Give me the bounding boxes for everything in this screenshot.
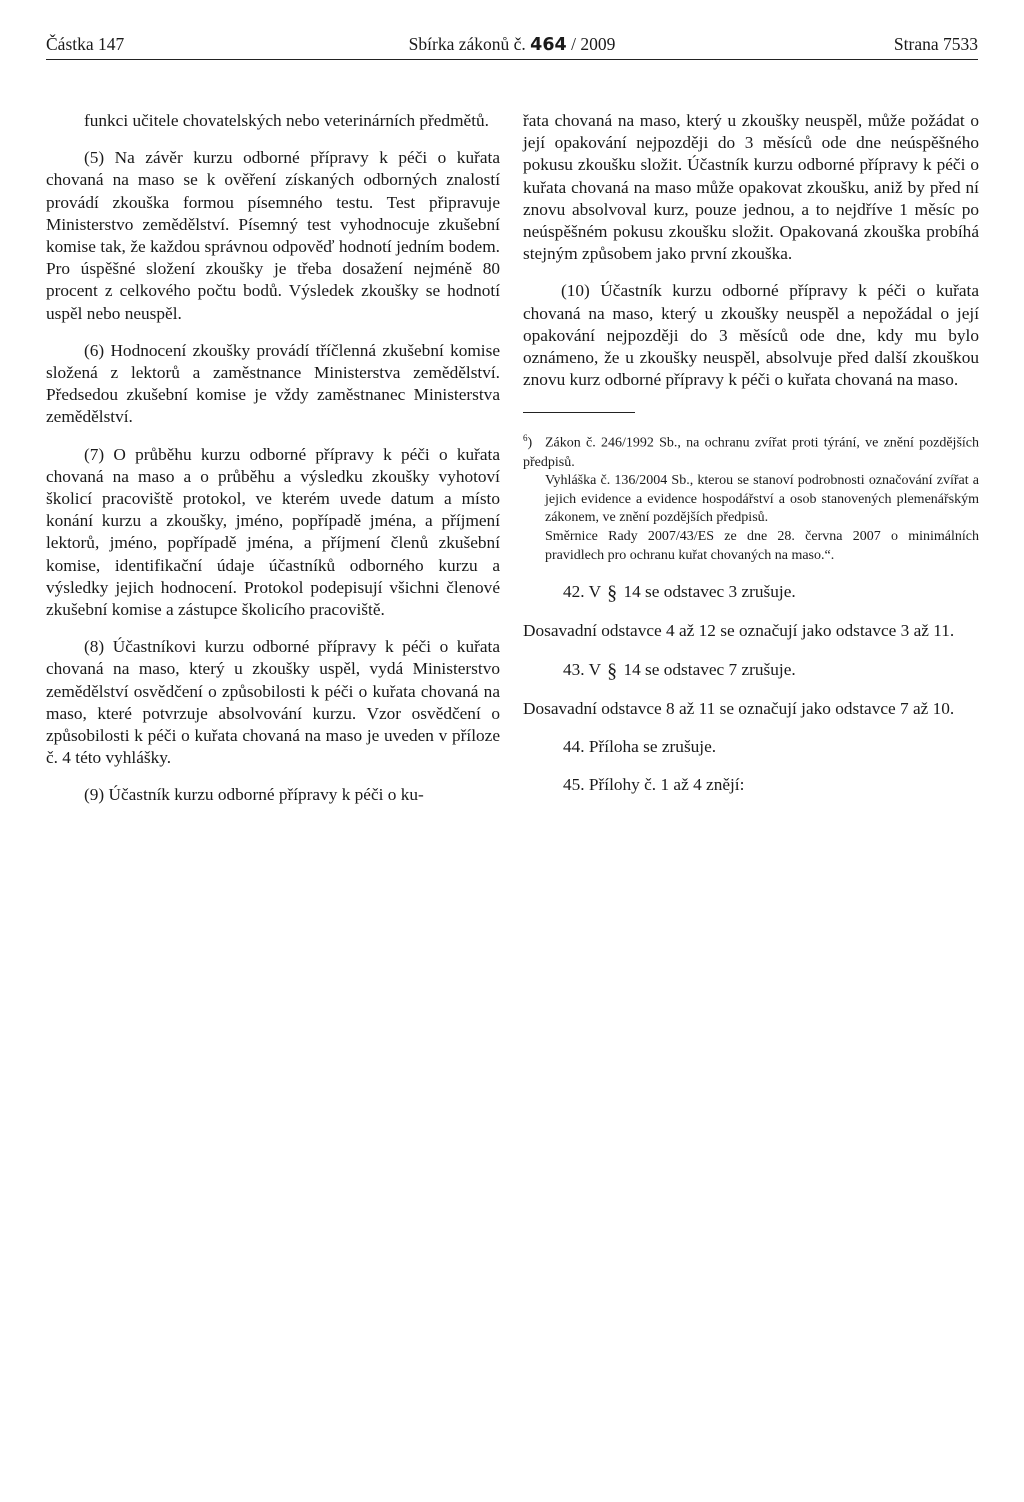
section-sign: § xyxy=(607,582,618,605)
footnote xyxy=(523,429,979,565)
paragraph-6: (6) Hodnocení zkoušky provádí tříčlenná zkušební komise složená z lektorů a zaměstnance Ministerstva zemědělství. Předsedou zkušební komise je vždy zaměstnanec Ministerstva zemědělství. xyxy=(46,340,500,427)
amendment-43-text: Dosavadní odstavce 8 až 11 se označují jako odstavce 7 až 10. xyxy=(523,698,955,718)
footnote-mark: $^6$) xyxy=(523,433,533,452)
page-header xyxy=(46,30,978,60)
paragraph-10: (10) Účastník kurzu odborné přípravy k péči o kuřata chovaná na maso, který u zkoušky neuspěl a nepožádal o její opakování nejpozději do 3 měsíců ode dne, kdy mu bylo oznámeno, že u zkoušky neuspěl, absolvuje před další zkouškou znovu kurz odborné přípravy k péči o kuřata chovaná na maso. xyxy=(523,281,979,390)
paragraph-8: (8) Účastníkovi kurzu odborné přípravy k péči o kuřata chovaná na maso, který u zkoušky uspěl, vydá Ministerstvo zemědělství osvědčení o způsobilosti k péči o kuřata chovaná na maso, které potvrzuje absolvování kurzu. Vzor osvědčení o způsobilosti k péči o kuřata chovaná na maso je uveden v příloze č. 4 této vyhlášky. xyxy=(46,637,500,768)
header-page-number: Strana 7533 xyxy=(893,34,978,54)
header-divider xyxy=(46,59,978,60)
paragraph-9-end: řata chovaná na maso, který u zkoušky neuspěl, může požádat o její opakování nejpozději do 3 měsíců ode dne neúspěšného pokusu zkoušku složit. Účastník kurzu odborné přípravy k péči o kuřata chovaná na maso může opakovat zkoušku, aniž by před ní znovu absolvoval kurz, pouze jednou, a to nejdříve 1 měsíc po neúspěšném pokusu zkoušku složit. Opakovaná zkouška probíhá stejným způsobem jako první zkouška. xyxy=(523,111,979,264)
footnote-line: Vyhláška č. 136/2004 Sb., kterou se stanoví podrobnosti označování zvířat a jejich evidence a evidence hospodářství a osob stanovených plemenářským zákonem, ve znění pozdějších předpisů. xyxy=(545,473,979,526)
footnote-line: Směrnice Rady 2007/43/ES ze dne 28. června 2007 o minimálních pravidlech pro ochranu kuřat chovaných na maso.“. xyxy=(545,529,979,563)
header-title xyxy=(46,34,978,55)
section-sign: § xyxy=(607,659,618,682)
paragraph-continuation: funkci učitele chovatelských nebo veterinárních předmětů. xyxy=(84,111,489,130)
amendment-44: 44. Příloha se zrušuje. xyxy=(563,737,717,757)
footnote-divider xyxy=(523,412,635,413)
amendment-45: 45. Přílohy č. 1 až 4 znějí: xyxy=(563,775,745,795)
paragraph-9-start: (9) Účastník kurzu odborné přípravy k péči o ku- xyxy=(84,785,424,805)
header-part: Částka 147 xyxy=(46,34,125,54)
amendment-list xyxy=(523,581,979,796)
header-title-prefix: Sbírka zákonů č. xyxy=(408,34,526,54)
amendment-42: 42. V § 14 se odstavec 3 zrušuje. xyxy=(563,582,796,605)
left-column xyxy=(46,110,500,807)
amendment-42-text: Dosavadní odstavce 4 až 12 se označují jako odstavce 3 až 11. xyxy=(523,621,955,641)
paragraph-7: (7) O průběhu kurzu odborné přípravy k péči o kuřata chovaná na maso a o průběhu a výsledku zkoušky vyhotoví školicí pracoviště protokol, ve kterém uvede datum a místo konání kurzu a zkoušky, jméno, popřípadě jména, a příjmení lektorů, jméno, popřípadě jména, a příjmení členů zkušební komise, identifikační údaje účastníků odborného kurzu a výsledky jejich hodnocení. Protokol podepisují všichni členové zkušební komise a zástupce školicího pracoviště. xyxy=(46,444,500,620)
right-column xyxy=(523,110,979,796)
header-title-year: / 2009 xyxy=(571,34,616,54)
amendment-43: 43. V § 14 se odstavec 7 zrušuje. xyxy=(563,659,796,682)
footnote-line: $^6$) Zákon č. 246/1992 Sb., na ochranu zvířat proti týrání, ve znění pozdějších předpisů. xyxy=(523,429,979,472)
paragraph-5: (5) Na závěr kurzu odborné přípravy k péči o kuřata chovaná na maso se k ověření získaných odborných znalostí provádí zkouška formou písemného testu. Test připravuje Ministerstvo zemědělství. Písemný test vyhodnocuje zkušební komise tak, že každou správnou odpověď hodnotí jedním bodem. Pro úspěšné složení zkoušky je třeba dosažení nejméně 80 procent z celkového počtu bodů. Výsledek zkoušky se hodnotí uspěl nebo neuspěl. xyxy=(46,148,500,323)
header-law-number: 464 xyxy=(530,35,567,55)
